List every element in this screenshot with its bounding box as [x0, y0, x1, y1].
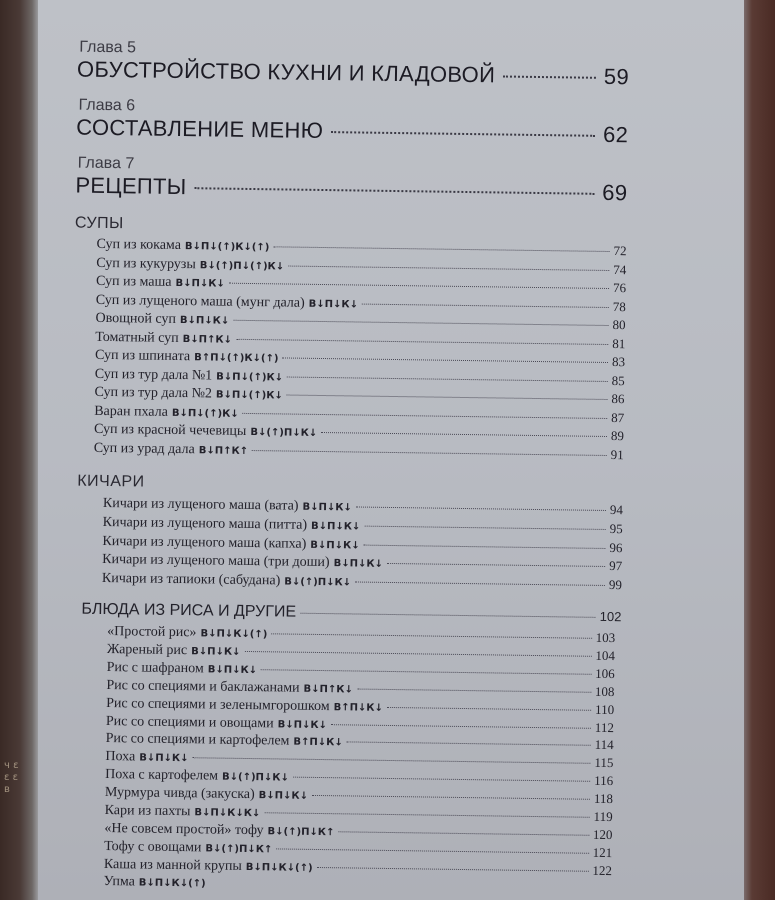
dot-leader: [347, 742, 591, 746]
dosha-tags: В↓П↓(↑)К↓: [215, 389, 283, 402]
dot-leader: [364, 544, 606, 548]
entry-title: Суп из лущеного маша (мунг дала): [95, 292, 305, 311]
book-page: [38, 0, 744, 900]
entry-title: Суп из урад дала: [93, 440, 195, 457]
dosha-tags: В↓П↓(↑)К↓: [171, 407, 239, 420]
dot-leader: [252, 450, 607, 456]
dot-leader: [287, 376, 608, 381]
dot-leader: [338, 831, 588, 835]
entry-title: Кари из пахты: [104, 803, 191, 820]
entry-page: 99: [608, 577, 622, 593]
dot-leader: [331, 131, 595, 137]
entry-page: 122: [592, 862, 613, 878]
dosha-tags: В↓(↑)П↓К↓: [284, 576, 352, 589]
dosha-tags: В↓П↓К↓: [191, 646, 241, 658]
entry-title: Кичари из лущеного маша (три доши): [102, 552, 330, 571]
dosha-tags: В↓П↓К↓: [179, 315, 230, 327]
chapter-title: СОСТАВЛЕНИЕ МЕНЮ: [76, 114, 324, 143]
entry-title: Суп из тур дала №1: [94, 366, 213, 383]
entry-title: Суп из кокама: [96, 236, 182, 254]
entry-page: 78: [612, 298, 626, 314]
entry-page: 89: [610, 428, 625, 444]
section-title-kichari: КИЧАРИ: [77, 472, 145, 491]
dot-leader: [276, 848, 588, 853]
dot-leader: [287, 395, 608, 400]
dosha-tags: В↓П↓К↓: [139, 752, 189, 765]
section-title-soups: СУПЫ: [74, 214, 124, 233]
dosha-tags: В↓П↓К↓: [277, 718, 328, 731]
dosha-tags: В↓П↓К↓(↑): [245, 861, 313, 874]
entry-page: 106: [595, 665, 615, 681]
dot-leader: [293, 777, 590, 782]
dosha-tags: В↑П↓К↓: [333, 701, 383, 714]
dosha-tags: В↓П↓К↓: [333, 558, 383, 571]
entry-title: Жареный рис: [106, 641, 188, 659]
entry-title: Кичари из лущеного маша (вата): [102, 495, 299, 514]
spine-edge-text: ч ε ε ε в: [4, 760, 19, 795]
chapter-page: 69: [602, 179, 628, 206]
dot-leader: [288, 265, 609, 270]
entry-title: Суп из маша: [95, 273, 172, 290]
entry-page: 110: [595, 701, 615, 717]
entry-title: Рис со специями и баклажанами: [106, 677, 300, 696]
entry-title: Варан пхала: [94, 403, 168, 420]
entry-page: 97: [609, 558, 623, 574]
entry-title: Рис со специями и зеленымгорошком: [106, 695, 330, 714]
entry-page: 74: [613, 261, 627, 277]
chapter-page: 62: [602, 121, 629, 148]
entry-page: 116: [594, 773, 614, 789]
entry-page: 96: [609, 539, 623, 555]
entry-page: 104: [595, 647, 616, 664]
chapter-row[interactable]: [76, 115, 628, 149]
chapter-page: 59: [603, 63, 630, 90]
entry-title: Рис со специями и овощами: [105, 713, 274, 731]
entry-page: 108: [594, 683, 615, 699]
entry-page: 119: [593, 808, 613, 825]
entry-page: 114: [594, 737, 614, 753]
dot-leader: [321, 432, 607, 437]
dosha-tags: В↓П↓К↓: [207, 664, 258, 676]
entry-page: 81: [612, 335, 626, 351]
dosha-tags: В↓П↓К↓К↓: [194, 807, 261, 820]
entry-page: 80: [612, 317, 626, 333]
dot-leader: [229, 283, 609, 289]
entry-title: Кичари из тапиоки (сабудана): [101, 571, 281, 589]
dot-leader: [244, 651, 591, 657]
dosha-tags: В↓П↓К↓(↑): [138, 877, 206, 890]
dosha-tags: В↓П↓К↓: [310, 520, 361, 533]
dot-leader: [273, 246, 609, 252]
entry-page: 121: [592, 844, 613, 860]
dot-leader: [387, 707, 591, 711]
entry-title: Овощной суп: [95, 310, 177, 327]
entry-title: Суп из шпината: [94, 347, 191, 365]
dosha-tags: В↓П↓К↓: [308, 298, 359, 310]
entry-page: 85: [611, 372, 625, 388]
chapter-label: Глава 7: [77, 154, 135, 173]
chapter-label: Глава 6: [78, 96, 136, 115]
dosha-tags: В↓П↓К↓: [310, 539, 360, 552]
entry-page: 95: [609, 520, 623, 537]
dot-leader: [261, 669, 591, 675]
dosha-tags: В↓(↑)П↓К↑: [267, 826, 335, 839]
chapter-row[interactable]: [77, 57, 629, 91]
section-page: 102: [599, 608, 622, 625]
chapter-row[interactable]: [75, 173, 627, 207]
entry-page: 76: [612, 280, 627, 296]
dot-leader: [356, 506, 606, 510]
entry-page: 115: [594, 755, 614, 771]
entry-title: «Не совсем простой» тофу: [104, 820, 264, 839]
dosha-tags: В↓(↑)П↓(↑)К↓: [199, 259, 285, 272]
dot-leader: [331, 724, 591, 729]
dot-leader: [233, 320, 608, 326]
dosha-tags: В↑П↓К↓: [293, 737, 343, 749]
dot-leader: [193, 758, 591, 765]
dot-leader: [362, 303, 609, 307]
entry-page: 94: [609, 502, 624, 518]
dot-leader: [264, 812, 589, 818]
entry-title: Рис со специями и картофелем: [105, 731, 290, 749]
chapter-title: РЕЦЕПТЫ: [75, 172, 187, 200]
dot-leader: [312, 795, 590, 800]
dosha-tags: В↓(↑)П↓К↓: [250, 427, 318, 439]
dot-leader: [194, 187, 594, 195]
dot-leader: [282, 357, 608, 363]
dot-leader: [503, 76, 596, 79]
entry-page: 120: [592, 826, 613, 842]
dot-leader: [387, 563, 605, 567]
entry-page: 72: [613, 243, 627, 259]
dosha-tags: В↓(↑)П↓К↑: [205, 843, 273, 856]
dosha-tags: В↓(↑)П↓К↓: [221, 771, 289, 784]
entry-page: 87: [611, 409, 625, 425]
entry-title: Суп из кукурузы: [96, 255, 196, 272]
dot-leader: [271, 633, 591, 638]
entry-page: 118: [593, 790, 614, 807]
entry-title: Рис с шафраном: [106, 659, 204, 677]
entry-title: Суп из красной чечевицы: [93, 421, 247, 439]
dosha-tags: В↓П↑К↓: [182, 333, 233, 346]
entry-page: 112: [594, 719, 615, 735]
dosha-tags: В↑П↓(↑)К↓(↑): [194, 352, 279, 365]
dosha-tags: В↓П↑К↑: [198, 444, 249, 457]
dot-leader: [236, 338, 608, 344]
entry-title: Томатный суп: [95, 329, 179, 346]
dosha-tags: В↓П↓К↓: [258, 790, 309, 802]
entry-title: Каша из манной крупы: [103, 856, 242, 874]
dosha-tags: В↓П↓(↑)К↓(↑): [184, 241, 270, 254]
dot-leader: [364, 525, 605, 529]
entry-title: Кичари из лущеного маша (питта): [102, 514, 308, 533]
entry-title: Кичари из лущеного маша (капха): [102, 533, 307, 552]
chapter-title: ОБУСТРОЙСТВО КУХНИ И КЛАДОВОЙ: [76, 56, 496, 88]
entry-title: Поха с картофелем: [105, 767, 219, 784]
entry-page: 103: [595, 629, 616, 646]
dot-leader: [243, 412, 608, 418]
dot-leader: [317, 867, 589, 872]
entry-title: Упма: [103, 873, 135, 890]
dosha-tags: В↓П↓К↓: [175, 277, 225, 290]
entry-title: Тофу с овощами: [104, 838, 202, 856]
chapter-label: Глава 5: [79, 38, 137, 57]
dosha-tags: В↓П↓(↑)К↓: [216, 371, 284, 383]
dot-leader: [300, 613, 596, 618]
section-title-rice: БЛЮДА ИЗ РИСА И ДРУГИЕ: [81, 600, 297, 621]
entry-page: 83: [611, 354, 626, 370]
entry-page: 86: [611, 391, 625, 407]
entry-title: Поха: [105, 749, 136, 765]
entry-page: 91: [610, 446, 624, 462]
dosha-tags: В↓П↓К↓(↑): [200, 628, 268, 641]
dot-leader: [357, 688, 591, 692]
dot-leader: [355, 582, 605, 586]
entry-title: Суп из тур дала №2: [94, 384, 213, 402]
entry-title: «Простой рис»: [107, 624, 197, 641]
dosha-tags: В↓П↓К↓: [302, 501, 352, 514]
entry-title: Мурмура чивда (закуска): [104, 785, 255, 803]
dosha-tags: В↓П↑К↓: [303, 683, 353, 696]
